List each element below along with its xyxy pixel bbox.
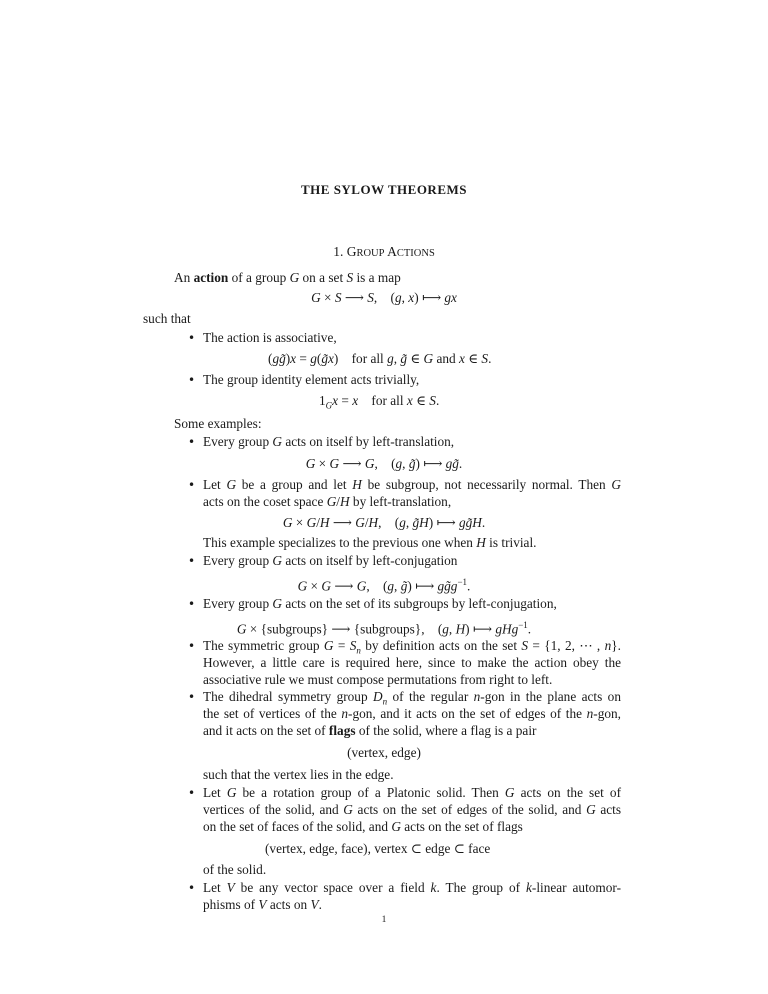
example-subgroup-conjugation: Every group G acts on the set of its subgroups by left-conjugation, (203, 596, 557, 611)
bullet-icon: • (188, 881, 196, 895)
bullet-icon: • (188, 554, 196, 568)
bullet-icon: • (188, 690, 196, 704)
axiom-associative: The action is associative, (203, 330, 337, 345)
example-platonic-line-1: Let G be a rotation group of a Platonic solid. Then G acts on the set of (203, 785, 621, 800)
display-action-map: G × S ⟶ S, (g, x) ⟼ gx (311, 290, 457, 305)
axiom-identity: The group identity element acts trivially, (203, 372, 420, 387)
example-vector-space-line-2: phisms of V acts on V. (203, 897, 322, 912)
display-subgroup-conjugation: G × {subgroups} ⟶ {subgroups}, (g, H) ⟼ gHg$^{-1}$. (236, 620, 532, 637)
example-platonic-line-3: on the set of faces of the solid, and G acts on the set of flags (203, 819, 523, 834)
example-dihedral-line-1: The dihedral symmetry group $D_n$ of the regular n-gon in the plane acts on (203, 689, 621, 707)
example-coset-line-2: acts on the coset space G/H by left-translation, (203, 494, 452, 509)
example-platonic-line-2: vertices of the solid, and G acts on the set of edges of the solid, and G acts (203, 802, 622, 817)
examples-intro: Some examples: (174, 416, 262, 431)
term-flags: flags (328, 723, 356, 738)
example-dihedral-note: such that the vertex lies in the edge. (203, 767, 394, 782)
example-symmetric-line-3: associative rule we must compose permutations from right to left. (203, 672, 553, 687)
example-conjugation: Every group G acts on itself by left-conjugation (203, 553, 458, 568)
display-left-translation: G × G ⟶ G, (g, g̃) ⟼ gg̃. (305, 456, 463, 471)
bullet-icon: • (188, 478, 196, 492)
bullet-icon: • (188, 639, 196, 653)
display-coset-action: G × G/H ⟶ G/H, (g, g̃H) ⟼ gg̃H. (282, 515, 486, 530)
example-left-translation: Every group G acts on itself by left-translation, (203, 434, 455, 449)
term-action: action (193, 270, 229, 285)
example-coset-note: This example specializes to the previous one when H is trivial. (203, 535, 537, 550)
bullet-icon: • (188, 373, 196, 387)
example-dihedral-line-3: and it acts on the set of flags of the solid, where a flag is a pair (203, 723, 537, 738)
intro-sentence: An action of a group G on a set S is a map (174, 270, 401, 285)
example-coset-line-1: Let G be a group and let H be subgroup, not necessarily normal. Then G (203, 477, 621, 492)
section-heading: 1. GROUP ACTIONS (333, 244, 435, 259)
such-that-text: such that (143, 311, 191, 326)
display-identity-rule: $1_Gx = x$ for all x ∈ S. (319, 393, 440, 411)
bullet-icon: • (188, 597, 196, 611)
bullet-icon: • (188, 435, 196, 449)
example-vector-space-line-1: Let V be any vector space over a field k. The group of k-linear automor- (203, 880, 621, 895)
example-platonic-note: of the solid. (203, 862, 267, 877)
display-flags: (vertex, edge, face), vertex ⊂ edge ⊂ face (265, 841, 491, 856)
display-conjugation: G × G ⟶ G, (g, g̃) ⟼ $gg̃g^{-1}$. (297, 577, 471, 594)
document-title: THE SYLOW THEOREMS (300, 182, 467, 197)
display-associative-rule: (gg̃)x = g(g̃x) for all g, g̃ ∈ G and x ∈ S. (268, 351, 492, 366)
page-number: 1 (381, 915, 387, 925)
bullet-icon: • (188, 786, 196, 800)
bullet-icon: • (188, 331, 196, 345)
example-dihedral-line-2: the set of vertices of the n-gon, and it acts on the set of edges of the n-gon, (203, 706, 621, 721)
display-vertex-edge: (vertex, edge) (347, 745, 421, 760)
example-symmetric-line-1: The symmetric group $G = S_n$ by definition acts on the set S = {1, 2, ⋯ , n}. (203, 638, 621, 656)
example-symmetric-line-2: However, a little care is required here, since to make the action obey the (203, 655, 621, 670)
